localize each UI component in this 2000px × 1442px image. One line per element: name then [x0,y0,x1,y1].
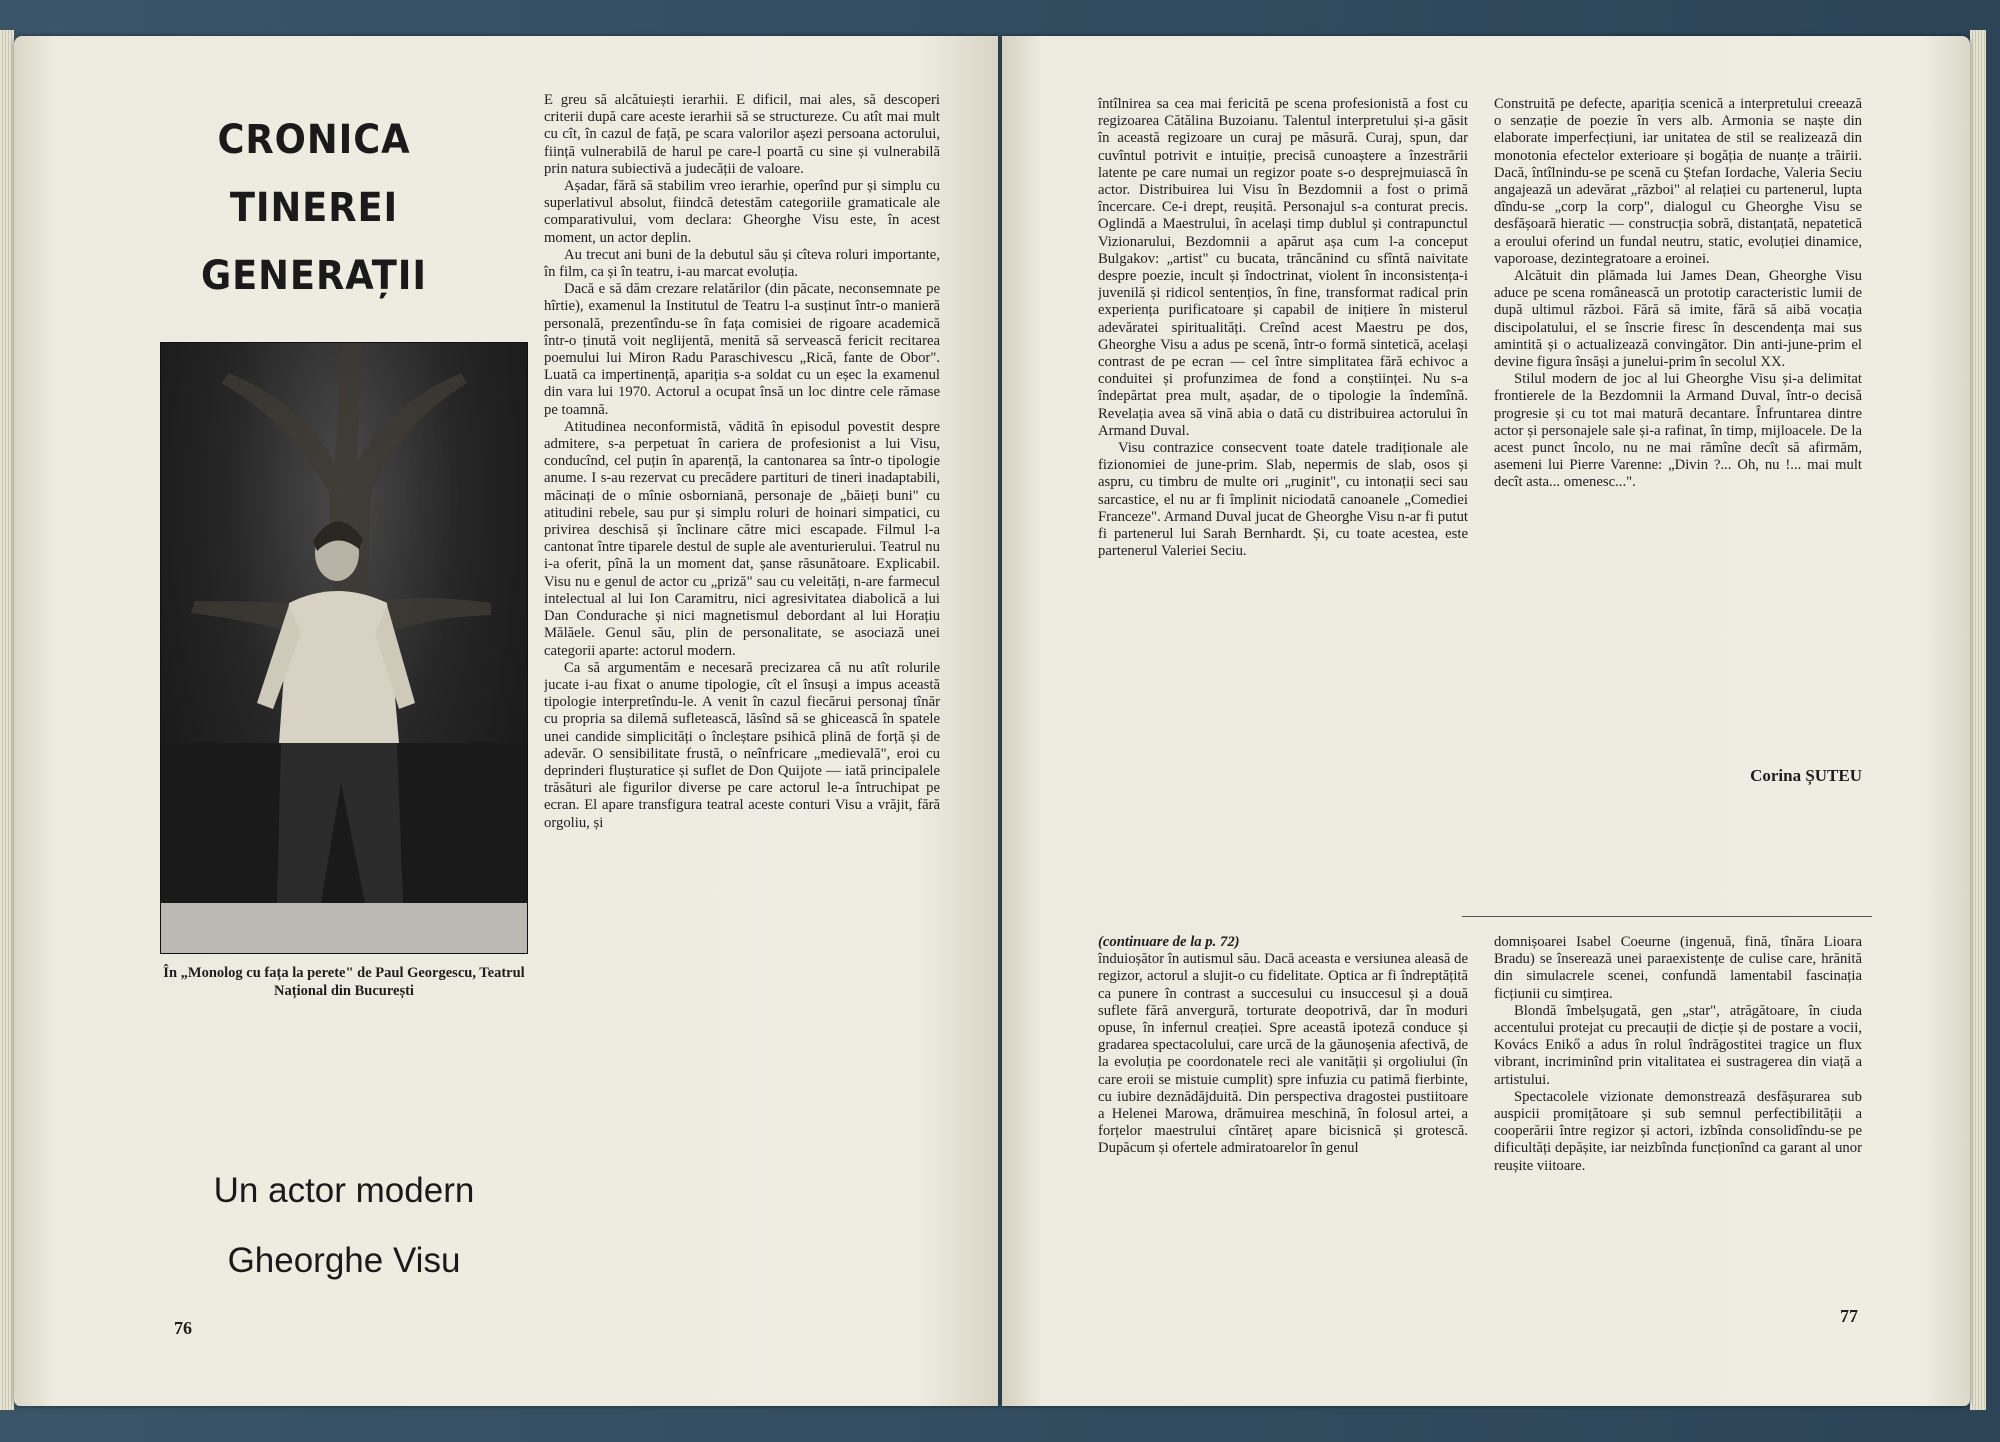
paragraph: Alcătuit din plămada lui James Dean, Gheorghe Visu aduce pe scena românească un prototip caracteristic lumii de după ultimul război. Fără să imite, fără să aibă vocația discipolatului, el se înscrie firesc în descendența mai sus amintită și o actualizează convingător. Din anti-june-prim el devine figura însăși a junelui-prim în secolul XX. [1494,268,1862,371]
paragraph: Atitudinea neconformistă, vădită în episodul povestit despre admitere, s-a perpetuat în cariera de profesionist a lui Visu, conducînd, cel puțin în aparență, la cantonarea sa într-o tipologie anume. I s-au rezervat cu precădere partituri de tineri inadaptabili, măcinați de o mînie osborniană, personaje de „băieți buni" cu atitudini rebele, sau pur și simplu roluri de hoinari simpatici, cu privirea deschisă și înclinare către mici escapade. Filmul l-a cantonat între tiparele destul de suple ale aventurierului. Teatrul nu i-a oferit, pînă la un moment dat, șanse răsunătoare. Explicabil. Visu nu e genul de actor cu „priză" sau cu veleități, n-are farmecul intelectual al lui Ion Caramitru, nici agresivitatea diabolică a lui Dan Condurache și nici magnetismul debordant al lui Horațiu Mălăele. Genul său, plin de personalitate, se asociază unei categorii aparte: actorul modern. [544,418,940,659]
page-edge-right [1970,30,1986,1410]
section-header [176,106,452,310]
continuation-label: (continuare de la p. 72) [1098,934,1240,950]
left-text-column [544,92,940,1314]
paragraph: Dacă e să dăm crezare relatărilor (din păcate, neconsemnate pe hîrtie), examenul la Institutul de Teatru l-a susținut într-o manieră personală, prezentîndu-se în fața comisiei de rigoare academică într-o ținută voit neglijentă, menită să servească fericit recitarea poemului lui Miron Radu Paraschivescu „Rică, fante de Obor". Luată ca impertinență, apariția s-a soldat cu un eșec la examenul din vara lui 1970. Actorul a ocupat însă un loc dintre cele rămase pe toamnă. [544,281,940,418]
paragraph: Stilul modern de joc al lui Gheorghe Visu și-a delimitat frontierele de la Bezdomnii la Armand Duval, într-o decisă progresie și cu tot mai matură decantare. Înfruntarea dintre actor și personajele sale și-a rafinat, în timp, mijloacele. De la acest punct încolo, nu ne mai rămîne decît să afirmăm, asemeni lui Pierre Varenne: „Divin ?... Oh, nu !... mai mult decît asta... omenesc...". [1494,371,1862,491]
right-text-column [1494,96,1862,796]
paragraph: întîlnirea sa cea mai fericită pe scena profesionistă a fost cu regizoarea Cătălina Buzoianu. Talentul interpretului și-a găsit în această regizoare un curaj pe măsură. Curaj, spun, dar cuvîntul potrivit e intuiție, precisă cunoaștere a înzestrării latente pe care numai un regizor poate s-o desprejmuiască în actor. Distribuirea lui Visu în Bezdomnii a fost o primă încercare. Ce-i drept, reușită. Personajul s-a conturat precis. Oglindă a Maestrului, în același timp dublul și contrapunctul Vizionarului, Bezdomnii a apărut așa cum l-a conceput Bulgakov: „artist" cu bucata, trăncănind cu sfîntă naivitate despre poezie, incult și îndoctrinat, violent în inconsistența-i juvenilă și ridicol sentențios, în fine, transformat radical prin experiența purificatoare și capabil de inițiere în misterul adevăratei spiritualități. Creînd acest Maestru pe dos, Gheorghe Visu a adus pe scenă, într-o formă sintetică, același contrast de pe ecran — cel între simplitatea fără echivoc a conduitei și profunzimea de fond a conștiinței. Nu s-a îndepărtat prea mult, așadar, de o tipologie la îndemînă. Revelația avea să vină abia o dată cu distribuirea actorului în Armand Duval. [1098,96,1468,439]
left-page [14,36,998,1406]
section-header-line-2: TINEREI [229,185,399,231]
paragraph: Blondă îmbelșugată, gen „star", atrăgătoare, în ciuda accentului protejat cu precauții de dicție și de postare a vocii, Kovács Enikő a adus în rolul îndrăgostitei tragice un flux vibrant, incriminînd prin vitalitatea ei sustragerea din viață a artistului. [1494,1002,1862,1088]
paragraph: înduioșător în autismul său. Dacă aceasta e versiunea aleasă de regizor, actorul a slujit-o cu fidelitate. Optica ar fi îndreptățită ca punere în contrast a succesului cu insuccesul și a două suflete fără anvergură, torturate deopotrivă, dar în moduri opuse, în infernul creației. Spre această ipoteză conduce și gradarea spectacolului, care urcă de la găunoșenia afectivă, de la evoluția pe coordonatele reci ale vanității și orgoliului (în care eroii se mistuie cumplit) spre infuzia cu patimă fierbinte, cu iubire deznădăjduită. Din perspectiva dragostei pustiitoare a Helenei Marowa, drămuirea meschină, în folosul artei, a forțelor maestrului cîntăreț apare bicisnică și grotescă. Dupăcum și ofertele admiratoarelor în genul [1098,951,1468,1157]
actor-photo-illustration [161,343,527,953]
paragraph: Construită pe defecte, apariția scenică a interpretului creează o senzație de poezie în vers alb. Armonia se naște din elaborate imperfecțiuni, iar unitatea de stil se realizează din monotonia efectelor exterioare și bogăția de nuanțe a trăirii. Dacă, întîlnindu-se pe scenă cu Ștefan Iordache, Valeria Seciu angajează un adevărat „război" al relației cu partenerul, lupta dîndu-se „corp la corp", dialogul cu Gheorghe Visu se desfășoară hieratic — construcția sobră, distanțată, nepatetică a eroului oferind un fundal neutru, static, evoluției dinamice, vaporoase, dezintegratoare a eroinei. [1494,96,1862,267]
continued-text-column [1098,934,1468,1314]
paragraph: Visu contrazice consecvent toate datele tradiționale ale fizionomiei de june-prim. Slab, nepermis de slab, osos și aspru, cu timbru de multe ori „ruginit", cu intonații seci sau sarcastice, el nu ar fi împlinit niciodată canoanele „Comediei Franceze". Armand Duval jucat de Gheorghe Visu n-ar fi putut fi partenerul lui Sarah Bernhardt. Și, cu toate acestea, este partenerul Valeriei Seciu. [1098,440,1468,560]
right-page [1002,36,1970,1406]
paragraph: domnișoarei Isabel Coeurne (ingenuă, fină, tînăra Lioara Bradu) se înserează unei paraexistențe de culise care, hrănită din simulacrele scenei, confundă lamentabil fascinația ficțiunii cu simțirea. [1494,934,1862,1002]
paragraph: E greu să alcătuiești ierarhii. E dificil, mai ales, să descoperi criterii după care aceste ierarhii să se structureze. Cu atît mai mult cu cît, în cazul de față, pe scara valorilor așezi persoana actorului, ființă vulnerabilă de harul pe care-l poartă cu sine și vulnerabilă prin natura subiectivă a judecății de valoare. [544,92,940,177]
continued-right-column [1494,934,1862,1314]
paragraph: Spectacolele vizionate demonstrează desfășurarea sub auspicii promițătoare și sub semnul perfectibilității a cooperării între regizor și actori, izbînda consolidîndu-se pe dificultăți depășite, iar neizbînda funcționînd ca garant al unor reușite viitoare. [1494,1088,1862,1174]
author-signature: Corina ȘUTEU [1750,766,1862,785]
separator-rule [1462,916,1872,917]
page-number-right: 77 [1840,1306,1858,1326]
section-header-line-3: GENERAȚII [200,253,428,299]
article-title-line-2: Gheorghe Visu [227,1241,461,1280]
paragraph: Ca să argumentăm e necesară precizarea că nu atît rolurile jucate i-au fixat o anume tipologie, cît el însuși a impus această tipologie interpretîndu-le. A venit în cazul fiecărui personaj tînăr cu propria sa dilemă sufletească, lăsînd să se ghicească în spatele unei candide simplicități o încleștare psihică plină de forță și de adevăr. O sensibilitate frustă, o neînfricare „medievală", eroi cu deprinderi flușturatice și suflet de Don Quijote — iată principalele trăsături ale figurilor diverse pe care actorul le-a întruchipat pe ecran. El apare transfigura teatral aceste conturi Visu a vrăjit, fără orgoliu, și [544,659,940,831]
actor-photo [160,342,528,954]
page-number-left: 76 [174,1318,192,1338]
article-title [154,1156,534,1296]
photo-caption: În „Monolog cu fața la perete" de Paul Georgescu, Teatrul Național din București [163,965,525,999]
middle-text-column [1098,96,1468,856]
paragraph: Au trecut ani buni de la debutul său și cîteva roluri importante, în film, ca și în teatru, i-au marcat evoluția. [544,246,940,281]
section-header-line-1: CRONICA [217,117,411,163]
article-title-line-1: Un actor modern [213,1171,475,1210]
paragraph: Așadar, fără să stabilim vreo ierarhie, operînd pur și simplu cu superlativul absolut, fiindcă detestăm categoriile gramaticale ale comparativului, vom declara: Gheorghe Visu este, în acest moment, un actor deplin. [544,178,940,246]
page-edge-left [0,30,14,1410]
